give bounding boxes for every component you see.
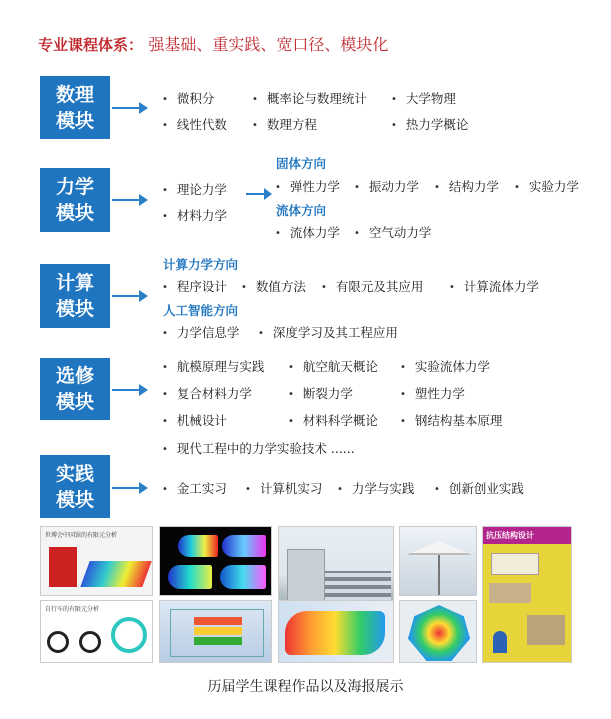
module-line2: 模块 (55, 202, 94, 224)
course-item: • 数理方程 (252, 115, 317, 133)
course-item: • 空气动力学 (354, 223, 431, 241)
course-item: • 结构力学 (434, 177, 499, 195)
page-title (38, 32, 388, 55)
photo-title: 自行车的有限元分析 (45, 606, 100, 613)
course-item: • 数值方法 (241, 277, 306, 295)
course-item: • 塑性力学 (400, 384, 465, 402)
photo-poster-compression-design (482, 526, 572, 663)
module-electives (40, 358, 110, 420)
photo-bicycle-fea (40, 600, 153, 663)
course-item: • 概率论与数理统计 (252, 89, 367, 107)
module-line1: 力学 (55, 176, 94, 198)
course-item: • 钢结构基本原理 (400, 411, 502, 429)
course-item: • 流体力学 (275, 223, 340, 241)
course-item: • 金工实习 (162, 479, 227, 497)
module-math-physics (40, 76, 110, 139)
photo-flow-simulation (159, 600, 272, 663)
course-item: • 材料科学概论 (288, 411, 378, 429)
arrow-icon (112, 295, 146, 297)
photo-umbrella-structure (399, 526, 477, 596)
course-item: • 创新创业实践 (434, 479, 524, 497)
title-label: 专业课程体系： (38, 36, 144, 54)
course-item: • 微积分 (162, 89, 214, 107)
course-item: • 机械设计 (162, 411, 227, 429)
course-item: • 有限元及其应用 (321, 277, 423, 295)
course-item: • 力学与实践 (337, 479, 414, 497)
course-item: • 力学信息学 (162, 323, 239, 341)
photo-title: 世博会中国馆的有限元分析 (45, 532, 118, 539)
photo-plate-stress-fea (399, 600, 477, 663)
gallery-caption: 历届学生课程作品以及海报展示 (207, 679, 404, 695)
arrow-icon (112, 487, 146, 489)
course-item: • 线性代数 (162, 115, 227, 133)
course-item: • 断裂力学 (288, 384, 353, 402)
course-item: • 复合材料力学 (162, 384, 252, 402)
photo-component-stress-fea (278, 600, 394, 663)
arrow-icon (112, 107, 146, 109)
course-item: • 深度学习及其工程应用 (258, 323, 398, 341)
bracket-arrow-icon (246, 193, 270, 195)
course-item: • 航模原理与实践 (162, 357, 264, 375)
course-item: • 大学物理 (391, 89, 456, 107)
direction-fluid: 流体方向 (276, 203, 327, 218)
direction-solid: 固体方向 (276, 156, 327, 171)
arrow-icon (112, 389, 146, 391)
module-line2: 模块 (55, 391, 94, 413)
module-computation (40, 264, 110, 328)
module-mechanics (40, 168, 110, 232)
photo-shoe-heel-fea (159, 526, 272, 596)
module-line2: 模块 (55, 488, 94, 511)
module-line1: 实践 (55, 462, 94, 485)
course-item: • 实验力学 (514, 177, 579, 195)
module-line1: 数理 (55, 83, 94, 106)
module-line1: 计算 (55, 272, 94, 294)
course-item: • 弹性力学 (275, 177, 340, 195)
course-item: • 现代工程中的力学实验技术 ...... (162, 439, 355, 457)
direction-ai: 人工智能方向 (163, 303, 239, 318)
course-item: • 程序设计 (162, 277, 227, 295)
photo-expo-pavilion-fea (40, 526, 153, 596)
module-practice (40, 455, 110, 518)
module-line2: 模块 (55, 109, 94, 132)
module-line1: 选修 (55, 365, 94, 387)
title-slogan: 强基础、重实践、宽口径、模块化 (148, 35, 389, 54)
course-item: • 计算机实习 (245, 479, 322, 497)
course-item: • 理论力学 (162, 180, 227, 198)
course-item: • 航空航天概论 (288, 357, 378, 375)
course-item: • 材料力学 (162, 206, 227, 224)
poster-title: 抗压结构设计 (483, 527, 571, 544)
direction-computational: 计算力学方向 (163, 257, 239, 272)
course-item: • 振动力学 (354, 177, 419, 195)
arrow-icon (112, 199, 146, 201)
course-item: • 实验流体力学 (400, 357, 490, 375)
module-line2: 模块 (55, 298, 94, 320)
course-item: • 计算流体力学 (449, 277, 539, 295)
course-item: • 热力学概论 (391, 115, 468, 133)
